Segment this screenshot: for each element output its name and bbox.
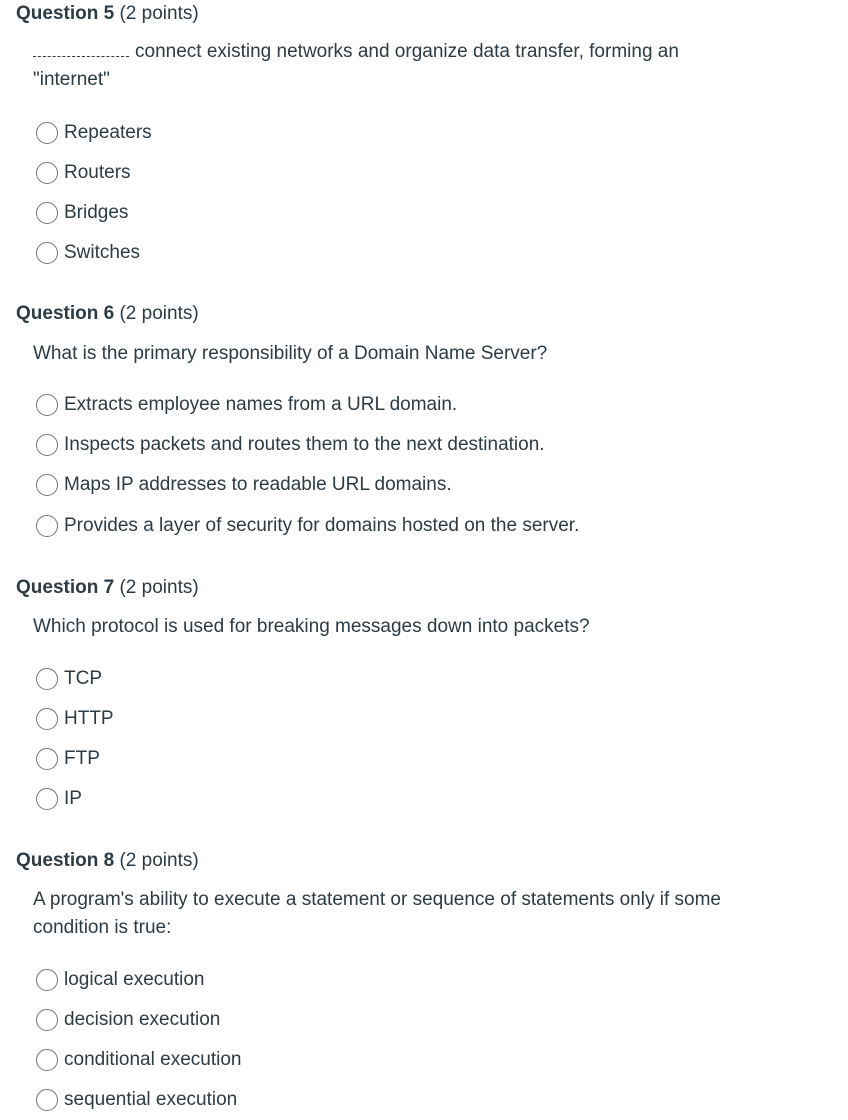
option-label[interactable]: Provides a layer of security for domains hosted on the server. xyxy=(64,515,580,536)
radio-button[interactable] xyxy=(36,242,58,264)
option-label[interactable]: IP xyxy=(64,788,82,809)
question-points: (2 points) xyxy=(119,577,199,598)
question-text: A program's ability to execute a statement or sequence of statements only if some condition is true: xyxy=(33,889,721,938)
option-label[interactable]: conditional execution xyxy=(64,1049,242,1070)
option-bridges[interactable] xyxy=(36,200,128,226)
radio-button[interactable] xyxy=(36,708,58,730)
option-inspects-packets[interactable] xyxy=(36,432,545,458)
radio-button[interactable] xyxy=(36,434,58,456)
option-label[interactable]: Bridges xyxy=(64,202,129,223)
question-text: What is the primary responsibility of a Domain Name Server? xyxy=(33,343,548,364)
option-label[interactable]: Switches xyxy=(64,242,141,263)
question-number: Question 6 xyxy=(16,303,115,324)
radio-button[interactable] xyxy=(36,1089,58,1111)
option-label[interactable]: HTTP xyxy=(64,708,114,729)
option-maps-ip-addresses[interactable] xyxy=(36,472,452,498)
option-label[interactable]: TCP xyxy=(64,668,102,689)
option-sequential-execution[interactable] xyxy=(36,1087,237,1113)
radio-button[interactable] xyxy=(36,788,58,810)
question-number: Question 8 xyxy=(16,850,115,871)
option-label[interactable]: logical execution xyxy=(64,969,205,990)
radio-button[interactable] xyxy=(36,394,58,416)
option-label[interactable]: sequential execution xyxy=(64,1089,238,1110)
option-decision-execution[interactable] xyxy=(36,1007,220,1033)
question-points: (2 points) xyxy=(119,3,199,24)
option-label[interactable]: decision execution xyxy=(64,1009,221,1030)
question-points: (2 points) xyxy=(119,850,199,871)
question-text-container xyxy=(33,38,753,94)
option-logical-execution[interactable] xyxy=(36,967,204,993)
option-label[interactable]: Repeaters xyxy=(64,122,152,143)
radio-button[interactable] xyxy=(36,515,58,537)
option-routers[interactable] xyxy=(36,160,131,186)
option-label[interactable]: FTP xyxy=(64,748,100,769)
radio-button[interactable] xyxy=(36,1049,58,1071)
question-text: Which protocol is used for breaking messages down into packets? xyxy=(33,616,590,637)
question-title xyxy=(16,302,199,326)
radio-button[interactable] xyxy=(36,1009,58,1031)
option-repeaters[interactable] xyxy=(36,120,152,146)
option-extracts-employee-names[interactable] xyxy=(36,392,457,418)
question-points: (2 points) xyxy=(119,303,199,324)
radio-button[interactable] xyxy=(36,474,58,496)
question-title xyxy=(16,576,199,600)
question-number: Question 5 xyxy=(16,3,115,24)
option-tcp[interactable] xyxy=(36,666,102,692)
option-conditional-execution[interactable] xyxy=(36,1047,241,1073)
option-ip[interactable] xyxy=(36,786,82,812)
question-number: Question 7 xyxy=(16,577,115,598)
option-switches[interactable] xyxy=(36,240,140,266)
option-label[interactable]: Extracts employee names from a URL domain. xyxy=(64,394,458,415)
option-label[interactable]: Maps IP addresses to readable URL domains. xyxy=(64,474,452,495)
radio-button[interactable] xyxy=(36,202,58,224)
radio-button[interactable] xyxy=(36,969,58,991)
fill-in-blank xyxy=(33,42,129,57)
option-label[interactable]: Inspects packets and routes them to the next destination. xyxy=(64,434,545,455)
question-title xyxy=(16,849,199,873)
question-text: connect existing networks and organize data transfer, forming an "internet" xyxy=(33,41,679,90)
radio-button[interactable] xyxy=(36,748,58,770)
radio-button[interactable] xyxy=(36,162,58,184)
question-title xyxy=(16,2,199,26)
option-provides-security[interactable] xyxy=(36,513,579,539)
radio-button[interactable] xyxy=(36,668,58,690)
option-label[interactable]: Routers xyxy=(64,162,131,183)
radio-button[interactable] xyxy=(36,122,58,144)
option-http[interactable] xyxy=(36,706,114,732)
option-ftp[interactable] xyxy=(36,746,100,772)
